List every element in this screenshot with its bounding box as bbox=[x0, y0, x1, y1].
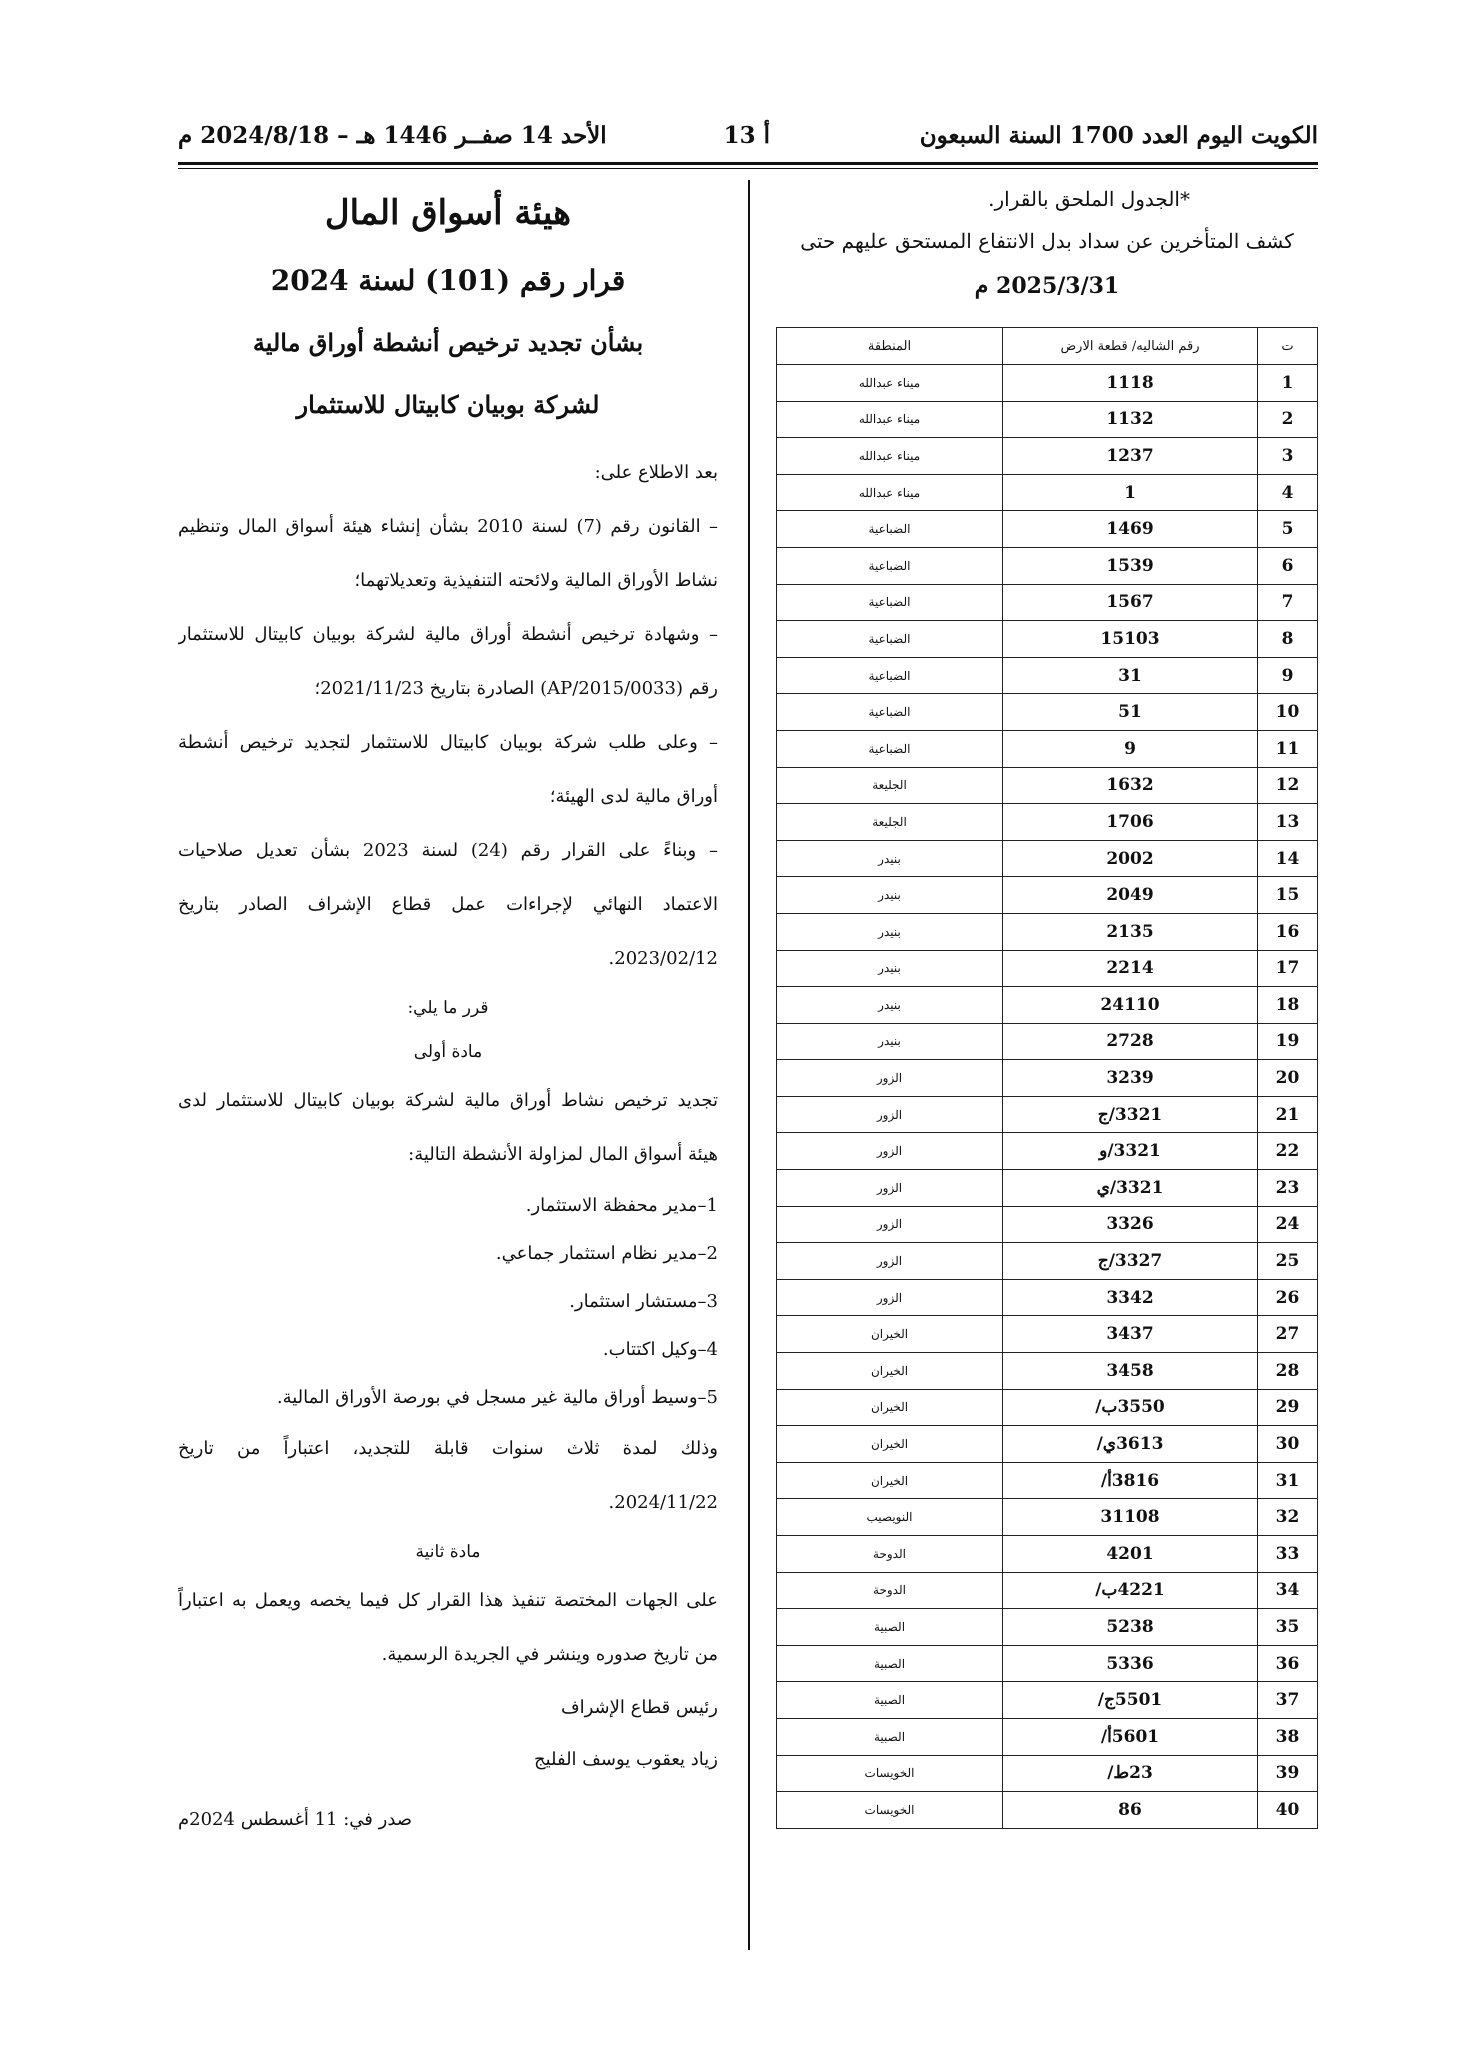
table-row bbox=[777, 767, 1318, 804]
column-divider bbox=[748, 180, 750, 1950]
row-number: 35 bbox=[1258, 1609, 1318, 1646]
plot-number: 1132 bbox=[1003, 401, 1258, 438]
area-name: بنيدر bbox=[777, 950, 1003, 987]
recital-1-line1: – القانون رقم (7) لسنة 2010 بشأن إنشاء هيئة أسواق المال وتنظيم bbox=[178, 516, 718, 537]
area-name: الدوحة bbox=[777, 1536, 1003, 1573]
plot-number: 9 bbox=[1003, 730, 1258, 767]
recital-2-line1: – وشهادة ترخيص أنشطة أوراق مالية لشركة بوبيان كابيتال للاستثمار bbox=[178, 624, 718, 645]
page-number: أ 13 bbox=[723, 122, 770, 149]
plot-number: 1632 bbox=[1003, 767, 1258, 804]
signer-title: رئيس قطاع الإشراف bbox=[560, 1697, 718, 1718]
row-number: 30 bbox=[1258, 1426, 1318, 1463]
area-name: الخويسات bbox=[777, 1755, 1003, 1792]
row-number: 18 bbox=[1258, 987, 1318, 1024]
plot-number: 3321/ج bbox=[1003, 1096, 1258, 1133]
row-number: 14 bbox=[1258, 840, 1318, 877]
decision-section bbox=[178, 188, 718, 1846]
row-number: 2 bbox=[1258, 401, 1318, 438]
row-number: 19 bbox=[1258, 1023, 1318, 1060]
recital-2-line2: رقم (AP/2015/0033) الصادرة بتاريخ 2021/11/23؛ bbox=[314, 678, 718, 699]
row-number: 13 bbox=[1258, 804, 1318, 841]
annex-title: كشف المتأخرين عن سداد بدل الانتفاع المستحق عليهم حتى bbox=[800, 229, 1294, 253]
area-name: الزور bbox=[777, 1170, 1003, 1207]
plot-number: 3437 bbox=[1003, 1316, 1258, 1353]
table-row bbox=[777, 1096, 1318, 1133]
plot-number: 2135 bbox=[1003, 913, 1258, 950]
annex-section bbox=[776, 185, 1318, 1820]
activity-3: 3–مستشار استثمار. bbox=[569, 1291, 718, 1312]
row-number: 4 bbox=[1258, 474, 1318, 511]
issue-date: الأحد 14 صفــر 1446 هـ – 2024/8/18 م bbox=[178, 122, 607, 149]
row-number: 16 bbox=[1258, 913, 1318, 950]
article2-title: مادة ثانية bbox=[415, 1542, 481, 1562]
row-number: 20 bbox=[1258, 1060, 1318, 1097]
area-name: بنيدر bbox=[777, 840, 1003, 877]
recital-3-line2: أوراق مالية لدى الهيئة؛ bbox=[549, 786, 718, 807]
row-number: 7 bbox=[1258, 584, 1318, 621]
row-number: 25 bbox=[1258, 1243, 1318, 1280]
area-name: الدوحة bbox=[777, 1572, 1003, 1609]
decision-body bbox=[178, 446, 718, 1846]
area-name: بنيدر bbox=[777, 987, 1003, 1024]
plot-number: 15103 bbox=[1003, 621, 1258, 658]
area-name: الصبية bbox=[777, 1682, 1003, 1719]
plot-number: 86 bbox=[1003, 1792, 1258, 1829]
row-number: 1 bbox=[1258, 365, 1318, 402]
area-name: الخيران bbox=[777, 1353, 1003, 1390]
area-name: الخيران bbox=[777, 1426, 1003, 1463]
area-name: الزور bbox=[777, 1096, 1003, 1133]
row-number: 22 bbox=[1258, 1133, 1318, 1170]
table-row bbox=[777, 1462, 1318, 1499]
area-name: ميناء عبدالله bbox=[777, 365, 1003, 402]
row-number: 23 bbox=[1258, 1170, 1318, 1207]
plot-number: 1706 bbox=[1003, 804, 1258, 841]
area-name: الضباعية bbox=[777, 730, 1003, 767]
area-name: الجليعة bbox=[777, 767, 1003, 804]
plot-number: 2002 bbox=[1003, 840, 1258, 877]
plot-number: 3550ب/ bbox=[1003, 1389, 1258, 1426]
table-row bbox=[777, 730, 1318, 767]
plot-number: 1567 bbox=[1003, 584, 1258, 621]
area-name: الزور bbox=[777, 1133, 1003, 1170]
table-row bbox=[777, 1170, 1318, 1207]
article1-line2: هيئة أسواق المال لمزاولة الأنشطة التالية: bbox=[408, 1144, 718, 1165]
duration-line2: 2024/11/22. bbox=[608, 1492, 718, 1513]
plot-number: 3321/ي bbox=[1003, 1170, 1258, 1207]
recital-4-line1: – وبناءً على القرار رقم (24) لسنة 2023 بشأن تعديل صلاحيات bbox=[178, 840, 718, 861]
plot-number: 5501ج/ bbox=[1003, 1682, 1258, 1719]
table-row bbox=[777, 1645, 1318, 1682]
row-number: 8 bbox=[1258, 621, 1318, 658]
row-number: 15 bbox=[1258, 877, 1318, 914]
table-row bbox=[777, 913, 1318, 950]
col-header-plot: رقم الشاليه/ قطعة الارض bbox=[1003, 328, 1258, 365]
row-number: 9 bbox=[1258, 657, 1318, 694]
annex-note: *الجدول الملحق بالقرار. bbox=[988, 187, 1190, 211]
table-row bbox=[777, 840, 1318, 877]
plot-number: 1469 bbox=[1003, 511, 1258, 548]
table-row bbox=[777, 877, 1318, 914]
plot-number: 31 bbox=[1003, 657, 1258, 694]
row-number: 11 bbox=[1258, 730, 1318, 767]
authority-title: هيئة أسواق المال bbox=[324, 193, 572, 233]
table-row bbox=[777, 438, 1318, 475]
table-row bbox=[777, 401, 1318, 438]
plot-number: 3342 bbox=[1003, 1279, 1258, 1316]
table-row bbox=[777, 1133, 1318, 1170]
signer-name: زياد يعقوب يوسف الفليج bbox=[533, 1749, 718, 1770]
gazette-issue: الكويت اليوم العدد 1700 السنة السبعون bbox=[919, 122, 1318, 149]
table-row bbox=[777, 1426, 1318, 1463]
row-number: 28 bbox=[1258, 1353, 1318, 1390]
area-name: الزور bbox=[777, 1206, 1003, 1243]
activity-2: 2–مدير نظام استثمار جماعي. bbox=[495, 1243, 718, 1264]
area-name: الزور bbox=[777, 1243, 1003, 1280]
table-row bbox=[777, 584, 1318, 621]
table-row bbox=[777, 621, 1318, 658]
row-number: 10 bbox=[1258, 694, 1318, 731]
area-name: ميناء عبدالله bbox=[777, 474, 1003, 511]
table-row bbox=[777, 1499, 1318, 1536]
area-name: الصبية bbox=[777, 1718, 1003, 1755]
table-row bbox=[777, 1316, 1318, 1353]
plot-number: 3239 bbox=[1003, 1060, 1258, 1097]
table-row bbox=[777, 950, 1318, 987]
row-number: 33 bbox=[1258, 1536, 1318, 1573]
article1-line1: تجديد ترخيص نشاط أوراق مالية لشركة بوبيان كابيتال للاستثمار لدى bbox=[178, 1090, 718, 1111]
plot-number: 3458 bbox=[1003, 1353, 1258, 1390]
area-name: الزور bbox=[777, 1060, 1003, 1097]
plot-number: 2049 bbox=[1003, 877, 1258, 914]
row-number: 29 bbox=[1258, 1389, 1318, 1426]
area-name: بنيدر bbox=[777, 1023, 1003, 1060]
article2-line1: على الجهات المختصة تنفيذ هذا القرار كل فيما يخصه ويعمل به اعتباراً bbox=[178, 1590, 718, 1611]
table-row bbox=[777, 1792, 1318, 1829]
area-name: الخيران bbox=[777, 1389, 1003, 1426]
row-number: 38 bbox=[1258, 1718, 1318, 1755]
table-row bbox=[777, 1279, 1318, 1316]
duration-line1: وذلك لمدة ثلاث سنوات قابلة للتجديد، اعتباراً من تاريخ bbox=[178, 1438, 718, 1459]
row-number: 37 bbox=[1258, 1682, 1318, 1719]
area-name: ميناء عبدالله bbox=[777, 438, 1003, 475]
issue-line: صدر في: 11 أغسطس 2024م bbox=[178, 1809, 413, 1830]
row-number: 21 bbox=[1258, 1096, 1318, 1133]
activity-4: 4–وكيل اكتتاب. bbox=[602, 1339, 718, 1360]
activity-1: 1–مدير محفظة الاستثمار. bbox=[525, 1195, 718, 1216]
plot-number: 1539 bbox=[1003, 547, 1258, 584]
table-row bbox=[777, 1682, 1318, 1719]
col-header-area: المنطقة bbox=[777, 328, 1003, 365]
activity-5: 5–وسيط أوراق مالية غير مسجل في بورصة الأوراق المالية. bbox=[276, 1387, 718, 1408]
decision-subject-line2: لشركة بوبيان كابيتال للاستثمار bbox=[296, 390, 600, 419]
plot-number: 51 bbox=[1003, 694, 1258, 731]
row-number: 12 bbox=[1258, 767, 1318, 804]
area-name: بنيدر bbox=[777, 913, 1003, 950]
plot-number: 4201 bbox=[1003, 1536, 1258, 1573]
table-row bbox=[777, 1060, 1318, 1097]
table-row bbox=[777, 1243, 1318, 1280]
plot-number: 3613ي/ bbox=[1003, 1426, 1258, 1463]
table-row bbox=[777, 1755, 1318, 1792]
row-number: 39 bbox=[1258, 1755, 1318, 1792]
recital-1-line2: نشاط الأوراق المالية ولائحته التنفيذية وتعديلاتهما؛ bbox=[354, 570, 718, 591]
area-name: الضباعية bbox=[777, 547, 1003, 584]
table-header-row bbox=[777, 328, 1318, 365]
decision-subject-line1: بشأن تجديد ترخيص أنشطة أوراق مالية bbox=[252, 328, 644, 357]
plot-number: 23ط/ bbox=[1003, 1755, 1258, 1792]
table-row bbox=[777, 1206, 1318, 1243]
area-name: الخويسات bbox=[777, 1792, 1003, 1829]
plot-number: 31108 bbox=[1003, 1499, 1258, 1536]
table-row bbox=[777, 474, 1318, 511]
table-row bbox=[777, 657, 1318, 694]
row-number: 36 bbox=[1258, 1645, 1318, 1682]
row-number: 32 bbox=[1258, 1499, 1318, 1536]
area-name: الخيران bbox=[777, 1316, 1003, 1353]
plot-number: 5601أ/ bbox=[1003, 1718, 1258, 1755]
plot-number: 3816أ/ bbox=[1003, 1462, 1258, 1499]
table-row bbox=[777, 1389, 1318, 1426]
area-name: الصبية bbox=[777, 1609, 1003, 1646]
plot-number: 3327/ج bbox=[1003, 1243, 1258, 1280]
preamble: بعد الاطلاع على: bbox=[594, 462, 718, 483]
recital-3-line1: – وعلى طلب شركة بوبيان كابيتال للاستثمار لتجديد ترخيص أنشطة bbox=[178, 732, 718, 753]
annex-date: 2025/3/31 م bbox=[974, 273, 1120, 299]
table-row bbox=[777, 1609, 1318, 1646]
area-name: الضباعية bbox=[777, 621, 1003, 658]
table-row bbox=[777, 804, 1318, 841]
area-name: بنيدر bbox=[777, 877, 1003, 914]
row-number: 40 bbox=[1258, 1792, 1318, 1829]
row-number: 27 bbox=[1258, 1316, 1318, 1353]
area-name: ميناء عبدالله bbox=[777, 401, 1003, 438]
page-header bbox=[178, 118, 1318, 158]
table-row bbox=[777, 694, 1318, 731]
row-number: 34 bbox=[1258, 1572, 1318, 1609]
article1-title: مادة أولى bbox=[413, 1042, 483, 1062]
plot-number: 1 bbox=[1003, 474, 1258, 511]
table-row bbox=[777, 987, 1318, 1024]
decided-heading: قرر ما يلي: bbox=[407, 998, 489, 1018]
plot-number: 1118 bbox=[1003, 365, 1258, 402]
row-number: 17 bbox=[1258, 950, 1318, 987]
table-row bbox=[777, 1572, 1318, 1609]
row-number: 5 bbox=[1258, 511, 1318, 548]
table-row bbox=[777, 1718, 1318, 1755]
area-name: الخيران bbox=[777, 1462, 1003, 1499]
area-name: الجليعة bbox=[777, 804, 1003, 841]
plot-number: 2214 bbox=[1003, 950, 1258, 987]
plot-number: 2728 bbox=[1003, 1023, 1258, 1060]
table-row bbox=[777, 365, 1318, 402]
area-name: الضباعية bbox=[777, 511, 1003, 548]
late-payers-table bbox=[776, 327, 1318, 1829]
table-row bbox=[777, 1536, 1318, 1573]
plot-number: 3321/و bbox=[1003, 1133, 1258, 1170]
area-name: الضباعية bbox=[777, 657, 1003, 694]
plot-number: 1237 bbox=[1003, 438, 1258, 475]
plot-number: 5336 bbox=[1003, 1645, 1258, 1682]
table-row bbox=[777, 547, 1318, 584]
area-name: الصبية bbox=[777, 1645, 1003, 1682]
row-number: 31 bbox=[1258, 1462, 1318, 1499]
decision-number: قرار رقم (101) لسنة 2024 bbox=[270, 264, 626, 297]
table-body bbox=[777, 365, 1318, 1829]
row-number: 26 bbox=[1258, 1279, 1318, 1316]
row-number: 24 bbox=[1258, 1206, 1318, 1243]
table-row bbox=[777, 1023, 1318, 1060]
col-header-no: ت bbox=[1258, 328, 1318, 365]
row-number: 6 bbox=[1258, 547, 1318, 584]
header-rule-thin bbox=[178, 168, 1318, 169]
table-row bbox=[777, 511, 1318, 548]
plot-number: 3326 bbox=[1003, 1206, 1258, 1243]
article2-line2: من تاريخ صدوره وينشر في الجريدة الرسمية. bbox=[381, 1644, 718, 1665]
recital-4-line2: الاعتماد النهائي لإجراءات عمل قطاع الإشراف الصادر بتاريخ bbox=[178, 894, 718, 915]
plot-number: 24110 bbox=[1003, 987, 1258, 1024]
area-name: النويصيب bbox=[777, 1499, 1003, 1536]
recital-4-line3: 2023/02/12. bbox=[608, 948, 718, 969]
area-name: الضباعية bbox=[777, 584, 1003, 621]
plot-number: 5238 bbox=[1003, 1609, 1258, 1646]
area-name: الزور bbox=[777, 1279, 1003, 1316]
header-rule bbox=[178, 162, 1318, 165]
row-number: 3 bbox=[1258, 438, 1318, 475]
plot-number: 4221ب/ bbox=[1003, 1572, 1258, 1609]
table-row bbox=[777, 1353, 1318, 1390]
area-name: الضباعية bbox=[777, 694, 1003, 731]
